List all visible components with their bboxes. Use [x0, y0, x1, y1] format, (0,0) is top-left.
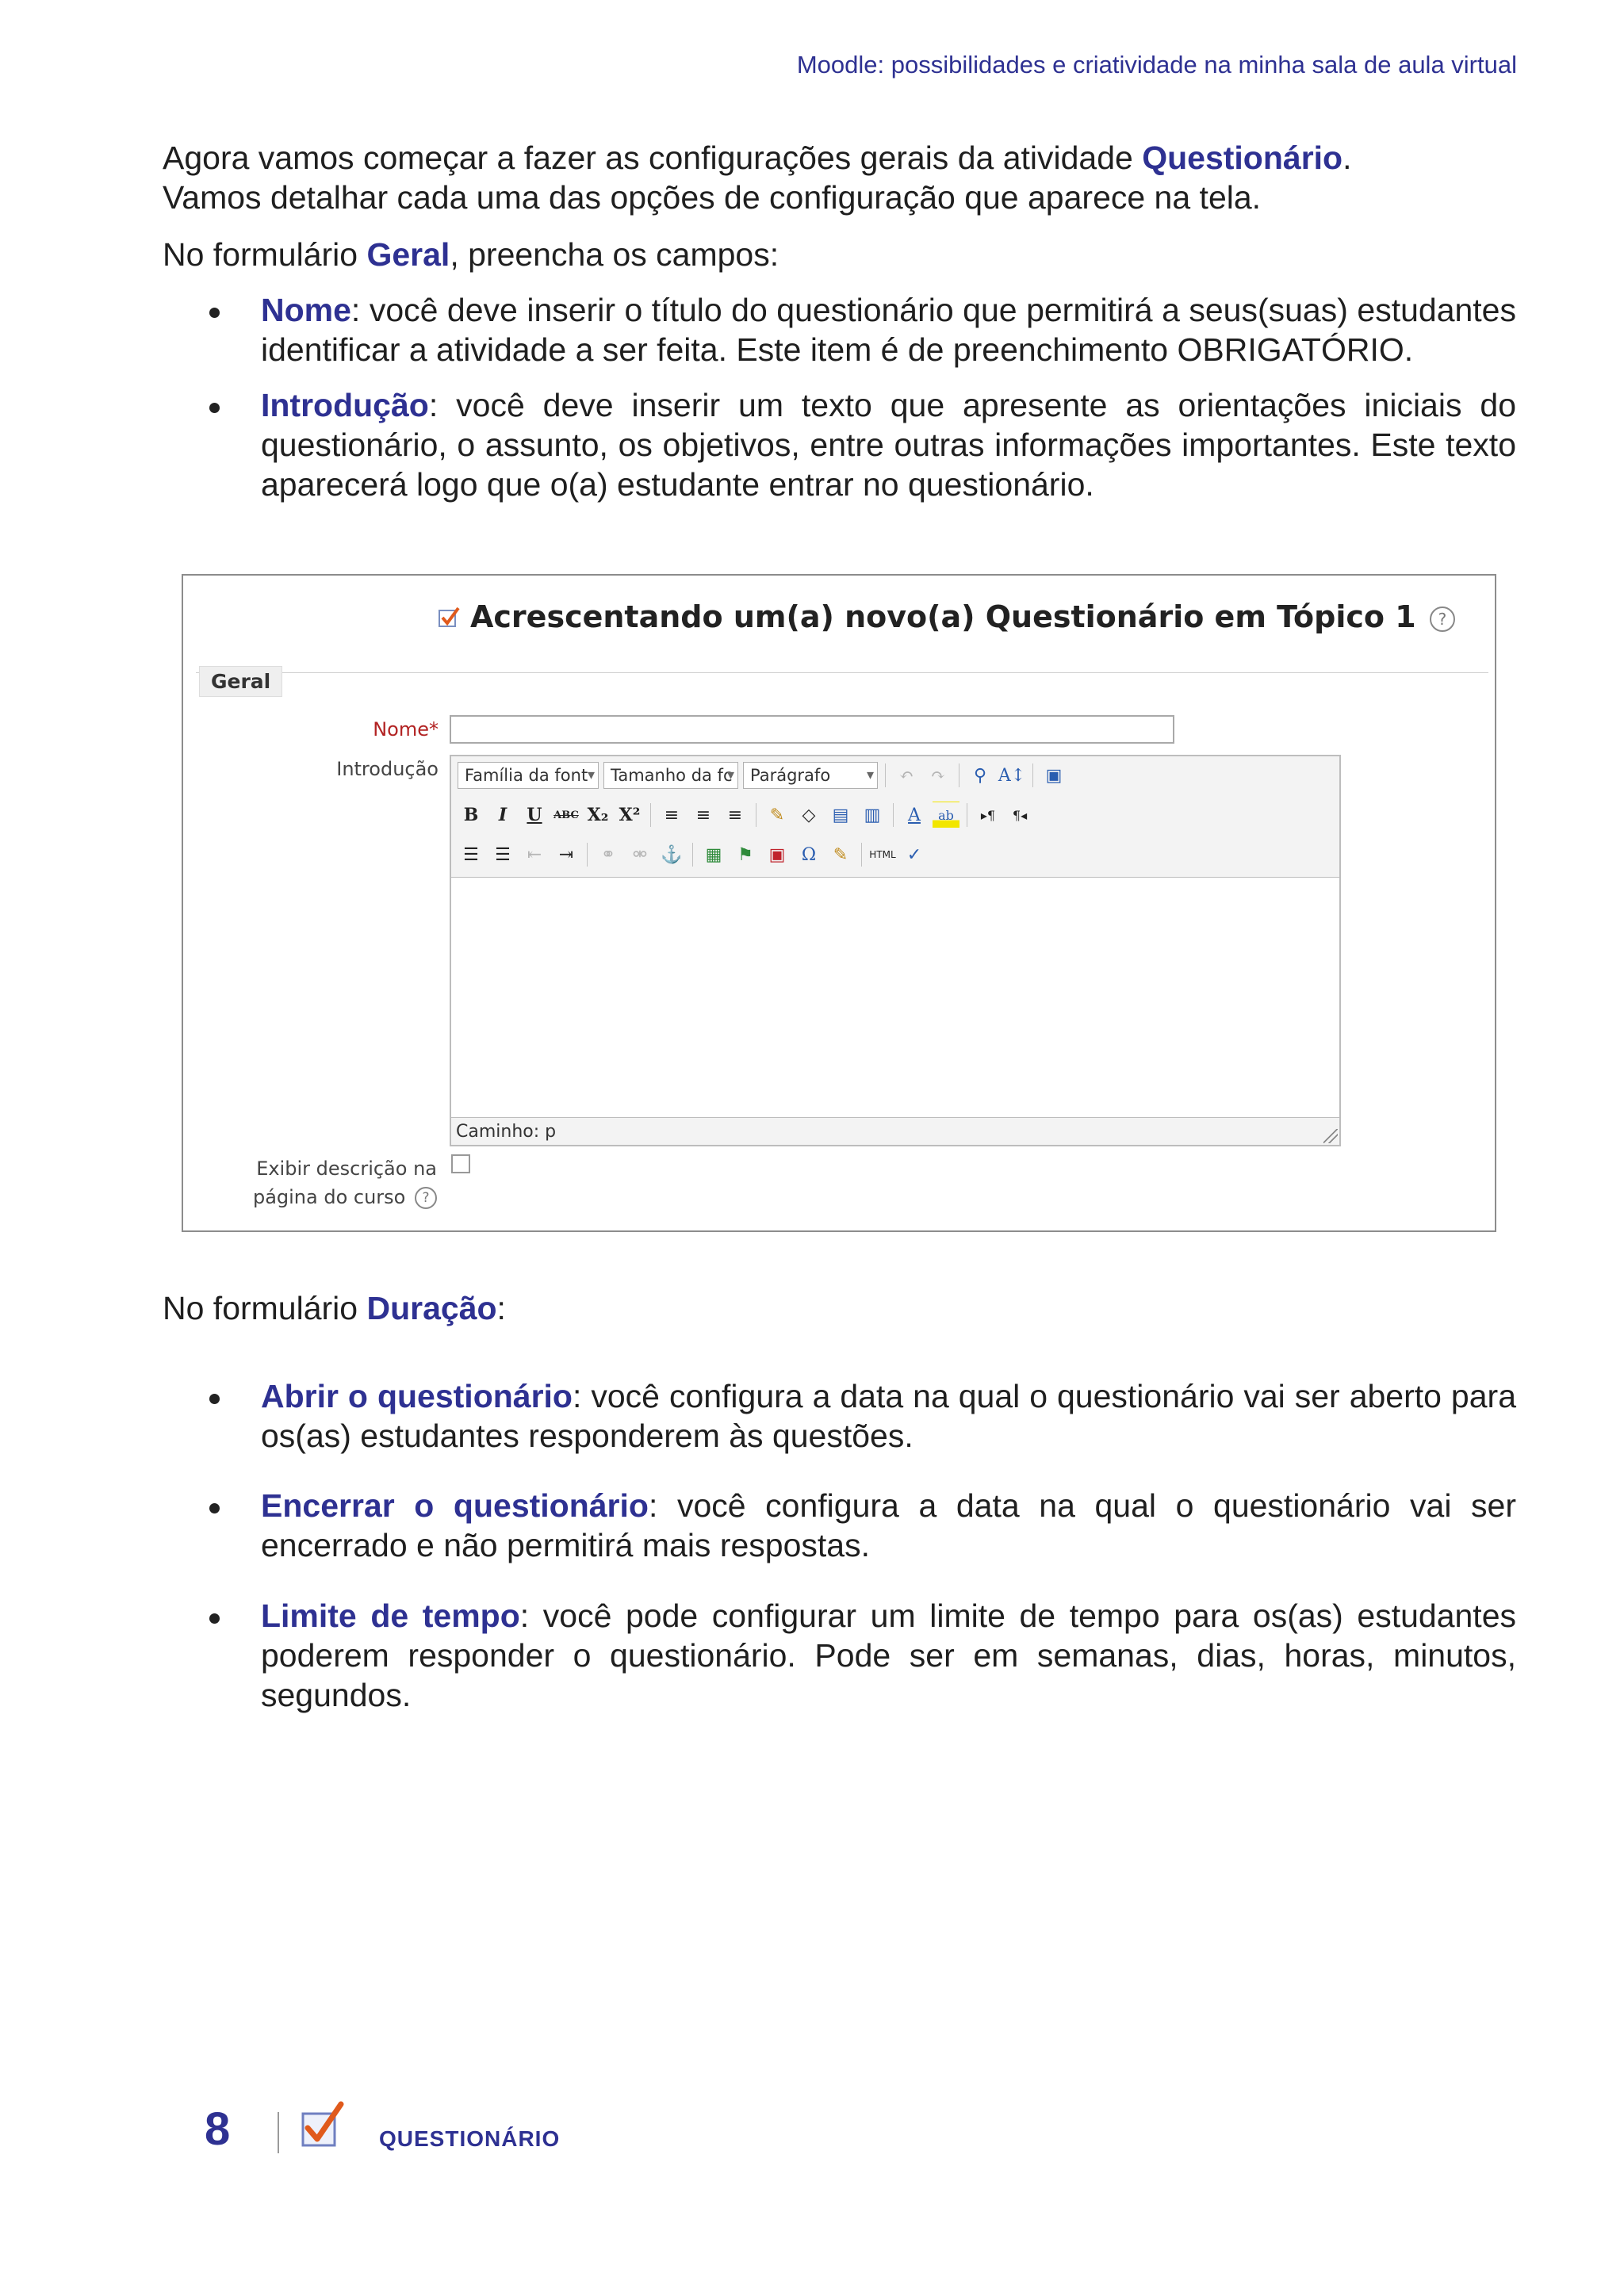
toolbar-separator	[692, 843, 693, 867]
find-icon[interactable]: ⚲	[973, 765, 987, 786]
form-title	[470, 599, 1455, 634]
editor-path-status: Caminho: p	[456, 1122, 557, 1142]
rich-text-editor[interactable]	[450, 755, 1341, 1146]
bullet-icon	[209, 1503, 220, 1513]
nolink-icon[interactable]: ▣	[768, 844, 786, 865]
subscript-icon[interactable]: X₂	[587, 805, 609, 825]
running-header: Moodle: possibilidades e criatividade na minha sala de aula virtual	[796, 51, 1517, 78]
list-item	[214, 1376, 1516, 1456]
intro-text: Agora vamos começar a fazer as configurações gerais da atividade	[163, 140, 1143, 176]
toolbar-separator	[861, 843, 862, 867]
toolbar-separator	[587, 843, 588, 867]
list-item	[214, 290, 1516, 369]
paragraph-format-select[interactable]: Parágrafo ▾	[743, 762, 878, 789]
fieldset-legend-geral[interactable]: Geral	[199, 666, 282, 697]
geral-heading-term: Geral	[366, 236, 450, 273]
duracao-heading-prefix: No formulário	[163, 1290, 367, 1326]
text-color-icon[interactable]: A	[908, 805, 921, 825]
cleanup-icon[interactable]: ✎	[769, 805, 785, 825]
list-item-term: Introdução	[261, 387, 429, 423]
special-char-icon[interactable]: Ω	[801, 844, 817, 865]
replace-icon[interactable]: A↕	[998, 765, 1026, 786]
redo-icon[interactable]: ↷	[930, 765, 946, 786]
bullet-list-icon[interactable]: ☰	[463, 844, 479, 865]
show-description-checkbox[interactable]	[451, 1154, 470, 1173]
show-description-line1: Exibir descrição na	[256, 1158, 437, 1180]
underline-icon[interactable]: U	[527, 805, 542, 825]
required-mark: *	[429, 718, 439, 740]
rtl-icon[interactable]: ¶◂	[1012, 807, 1028, 823]
superscript-icon[interactable]: X²	[619, 805, 641, 825]
align-left-icon[interactable]: ≡	[664, 805, 680, 825]
intro-paragraph	[163, 138, 1516, 217]
italic-icon[interactable]: I	[498, 805, 508, 825]
font-family-select[interactable]: Família da font ▾	[458, 762, 599, 789]
list-item	[214, 385, 1516, 504]
bold-icon[interactable]: B	[463, 805, 479, 825]
show-description-line2: página do curso	[252, 1186, 406, 1208]
page-number: 8	[205, 2103, 231, 2155]
form-title-text: Acrescentando um(a) novo(a) Questionário em Tópico 1	[470, 599, 1416, 634]
numbered-list-icon[interactable]: ☰	[495, 844, 511, 865]
help-icon[interactable]: ?	[415, 1187, 437, 1209]
geral-heading	[163, 235, 1516, 274]
align-right-icon[interactable]: ≡	[727, 805, 743, 825]
anchor-icon[interactable]: ⚓	[661, 844, 683, 865]
list-item-term: Nome	[261, 292, 351, 328]
toolbar-separator	[893, 803, 894, 827]
editor-content-area[interactable]	[451, 877, 1339, 1118]
nome-label	[302, 718, 439, 740]
list-item-term: Abrir o questionário	[261, 1378, 573, 1414]
list-item-text: : você configura a data na qual o questionário vai ser encerrado e não permitirá mais respostas.	[261, 1487, 1516, 1563]
toolbar-separator	[1032, 763, 1033, 787]
fieldset-divider	[196, 672, 1488, 673]
intro-term-questionario: Questionário	[1142, 140, 1343, 176]
toolbar-row-2	[458, 799, 1033, 831]
fullscreen-icon[interactable]: ▣	[1045, 765, 1063, 786]
nome-input[interactable]	[450, 715, 1174, 744]
list-item-text: : você configura a data na qual o questionário vai ser aberto para os(as) estudantes responderem às questões.	[261, 1378, 1516, 1454]
paste-text-icon[interactable]: ▤	[832, 805, 849, 825]
duracao-heading-term: Duração	[366, 1290, 497, 1326]
html-source-icon[interactable]: HTML	[869, 849, 896, 860]
toolbar-separator	[650, 803, 651, 827]
list-item-text: : você deve inserir um texto que apresente as orientações iniciais do questionário, o assunto, os objetivos, entre outras informações importantes. Este texto aparecerá logo que o(a) estudante entrar no questionário.	[261, 387, 1516, 503]
remove-format-icon[interactable]: ◇	[802, 805, 816, 825]
quiz-checkbox-icon	[437, 606, 461, 629]
moodle-form-screenshot	[182, 574, 1496, 1232]
undo-icon[interactable]: ↶	[898, 765, 914, 786]
highlight-color-icon[interactable]: ab	[933, 802, 959, 828]
toolbar-separator	[885, 763, 886, 787]
bullet-icon	[209, 1613, 220, 1624]
strikethrough-icon[interactable]: ABC	[553, 809, 579, 821]
indent-icon[interactable]: ⇥	[558, 844, 574, 865]
bullet-icon	[209, 1394, 220, 1404]
unlink-icon[interactable]: ⚮	[632, 844, 648, 865]
intro-period: .	[1342, 140, 1352, 176]
footer-section-label: QUESTIONÁRIO	[379, 2126, 561, 2151]
list-item-term: Encerrar o questionário	[261, 1487, 649, 1524]
align-center-icon[interactable]: ≡	[695, 805, 711, 825]
intro-line2: Vamos detalhar cada uma das opções de configuração que aparece na tela.	[163, 179, 1262, 216]
geral-heading-prefix: No formulário	[163, 236, 367, 273]
list-item	[214, 1596, 1516, 1715]
spellcheck-icon[interactable]: ✓	[906, 844, 922, 865]
bullet-icon	[209, 308, 220, 318]
footer-divider	[278, 2112, 279, 2153]
outdent-icon[interactable]: ⇤	[527, 844, 542, 865]
nome-label-text: Nome	[373, 718, 429, 740]
resize-grip-icon[interactable]	[1323, 1129, 1338, 1143]
show-description-label	[199, 1154, 437, 1211]
list-item	[214, 1486, 1516, 1565]
font-size-select[interactable]: Tamanho da fc ▾	[603, 762, 738, 789]
bullet-icon	[209, 403, 220, 413]
help-icon[interactable]: ?	[1430, 607, 1455, 632]
duracao-heading	[163, 1288, 1516, 1328]
list-item-text: : você deve inserir o título do questionário que permitirá a seus(suas) estudantes identificar a atividade a ser feita. Este item é de preenchimento OBRIGATÓRIO.	[261, 292, 1516, 368]
edit-icon[interactable]: ✎	[833, 844, 848, 865]
geral-heading-suffix: , preencha os campos:	[450, 236, 779, 273]
introducao-label: Introdução	[336, 758, 439, 780]
toolbar-row-3	[458, 839, 928, 871]
toolbar-row-1	[458, 760, 1067, 791]
list-item-term: Limite de tempo	[261, 1598, 520, 1634]
link-icon[interactable]: ⚭	[600, 844, 616, 865]
insert-media-icon[interactable]: ⚑	[737, 844, 753, 865]
duracao-heading-suffix: :	[496, 1290, 506, 1326]
checkbox-check-icon	[300, 2101, 344, 2149]
ltr-icon[interactable]: ▸¶	[980, 807, 996, 823]
insert-image-icon[interactable]: ▦	[705, 844, 722, 865]
paste-word-icon[interactable]: ▥	[864, 805, 881, 825]
list-item-text: : você pode configurar um limite de tempo para os(as) estudantes poderem responder o questionário. Pode ser em semanas, dias, horas, minutos, segundos.	[261, 1598, 1516, 1713]
